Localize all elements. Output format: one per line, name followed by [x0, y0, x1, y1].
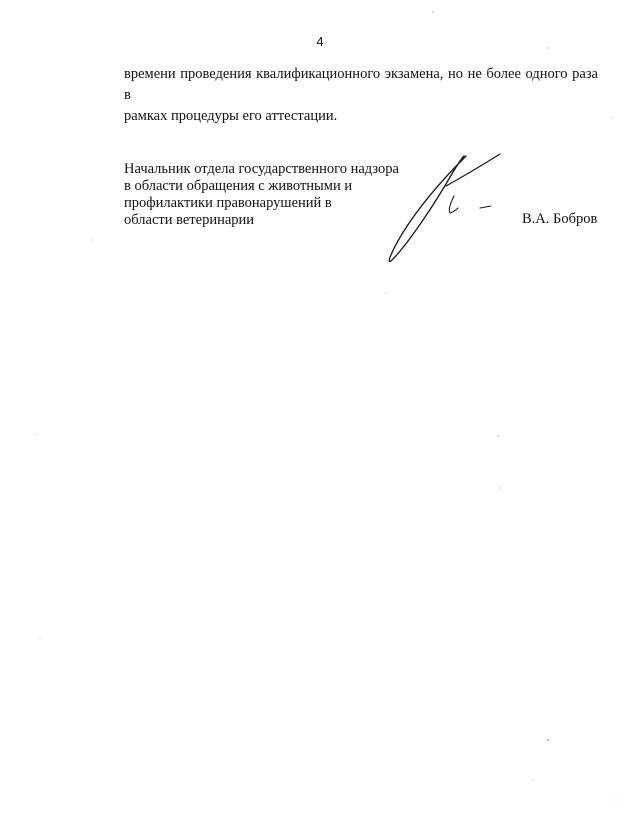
page-number: 4: [316, 34, 324, 49]
position-line: Начальник отдела государственного надзора: [124, 161, 399, 177]
body-line: рамках процедуры его аттестации.: [124, 108, 338, 124]
position-line: в области обращения с животными и: [124, 178, 353, 194]
position-line: профилактики правонарушений в: [124, 195, 332, 211]
body-line: времени проведения квалификационного экзамена, но не более одного раза в: [124, 66, 598, 103]
position-line: области ветеринарии: [124, 212, 255, 228]
signatory-name: В.А. Бобров: [522, 211, 598, 227]
